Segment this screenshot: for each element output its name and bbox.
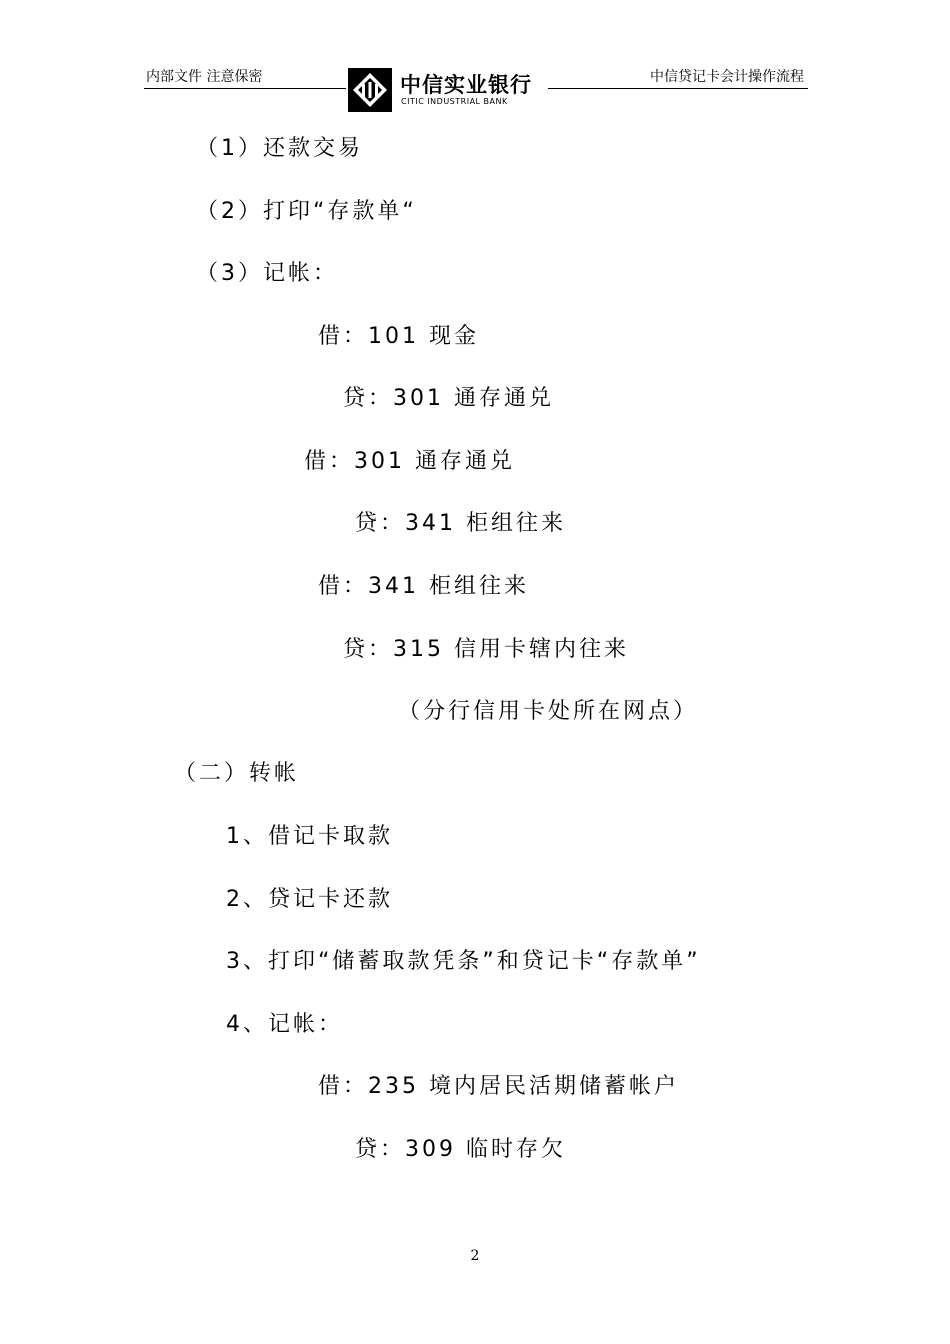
text-line: 4、记帐： bbox=[226, 1012, 343, 1037]
section-heading: （二）转帐 bbox=[174, 761, 300, 786]
text-line: 借：301 通存通兑 bbox=[304, 449, 515, 474]
header-rule-left bbox=[144, 88, 346, 89]
logo-english-name: CITIC INDUSTRIAL BANK bbox=[401, 97, 508, 106]
text-line: 2、贷记卡还款 bbox=[226, 887, 393, 912]
text-line: 贷：341 柜组往来 bbox=[355, 511, 566, 536]
text-line: 借：235 境内居民活期储蓄帐户 bbox=[318, 1074, 679, 1099]
confidential-label: 内部文件 注意保密 bbox=[146, 69, 263, 85]
bank-logo bbox=[348, 68, 548, 112]
document-title: 中信贷记卡会计操作流程 bbox=[650, 69, 804, 85]
logo-chinese-name: 中信实业银行 bbox=[400, 73, 532, 97]
text-line: 贷：301 通存通兑 bbox=[343, 386, 554, 411]
text-line: （2）打印“存款单“ bbox=[196, 199, 417, 224]
citic-logo-icon bbox=[348, 68, 392, 112]
page-number: 2 bbox=[470, 1248, 480, 1264]
text-line: 借：341 柜组往来 bbox=[318, 574, 529, 599]
text-line: （1）还款交易 bbox=[196, 136, 363, 161]
text-line: 借：101 现金 bbox=[318, 324, 479, 349]
text-line: （分行信用卡处所在网点） bbox=[398, 699, 699, 724]
text-line: 3、打印“储蓄取款凭条”和贷记卡“存款单” bbox=[226, 949, 701, 974]
text-line: 贷：315 信用卡辖内往来 bbox=[343, 637, 629, 662]
text-line: 1、借记卡取款 bbox=[226, 824, 393, 849]
text-line: （3）记帐： bbox=[196, 261, 338, 286]
header-rule-right bbox=[548, 88, 808, 89]
text-line: 贷：309 临时存欠 bbox=[355, 1137, 566, 1162]
